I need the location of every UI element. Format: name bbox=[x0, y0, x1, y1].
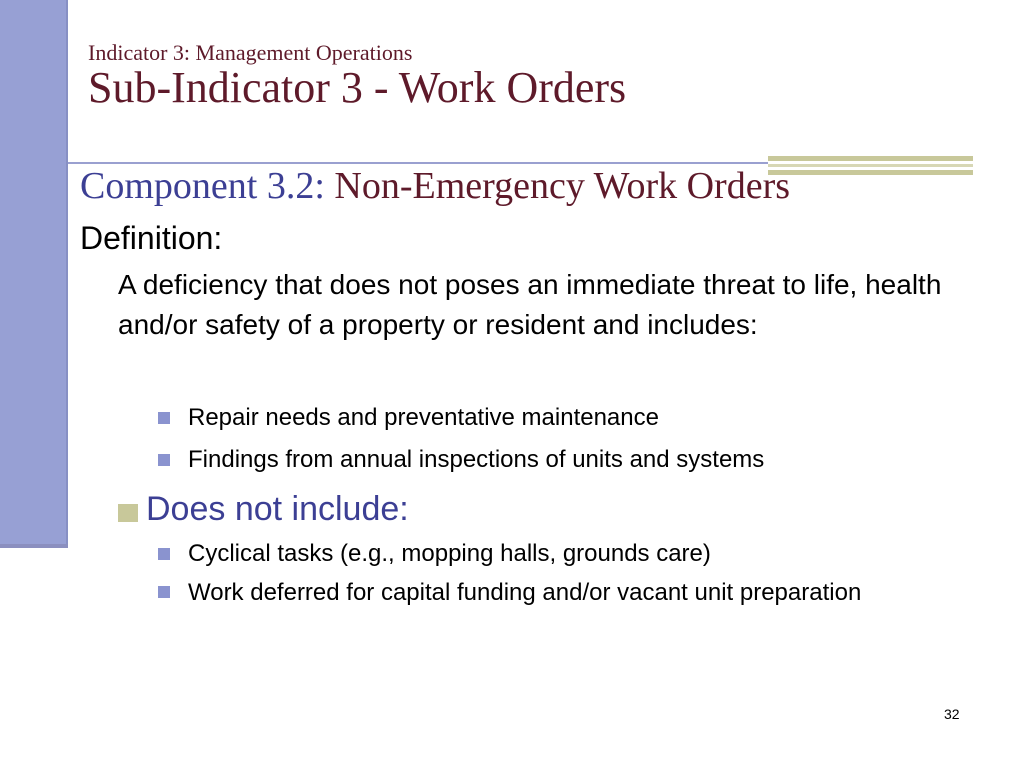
accent-stripes bbox=[768, 156, 973, 178]
page-number: 32 bbox=[944, 706, 960, 722]
definition-label: Definition: bbox=[80, 220, 223, 256]
component-number: Component 3.2: bbox=[80, 165, 335, 207]
list-item bbox=[158, 579, 888, 606]
accent-stripe bbox=[768, 164, 973, 167]
list-item-text: Findings from annual inspections of units and systems bbox=[188, 446, 765, 473]
component-name: Non-Emergency Work Orders bbox=[334, 165, 791, 207]
bullet-square-icon bbox=[158, 454, 170, 466]
slide-title: Sub-Indicator 3 - Work Orders bbox=[88, 63, 627, 112]
list-item bbox=[158, 404, 764, 446]
left-bar-shadow bbox=[0, 544, 68, 548]
accent-stripe bbox=[768, 170, 973, 175]
definition-text: A deficiency that does not poses an immediate threat to life, health and/or safety of a property or resident and includes: bbox=[118, 269, 942, 340]
list-item-text: Work deferred for capital funding and/or vacant unit preparation bbox=[188, 579, 862, 606]
bullet-square-icon bbox=[158, 548, 170, 560]
left-decorative-bar bbox=[0, 0, 68, 548]
bullet-square-icon bbox=[118, 504, 138, 522]
list-item bbox=[158, 540, 888, 582]
list-item-text: Repair needs and preventative maintenance bbox=[188, 404, 659, 431]
includes-list bbox=[158, 404, 764, 488]
list-item bbox=[158, 446, 764, 488]
bullet-square-icon bbox=[158, 412, 170, 424]
indicator-subtitle: Indicator 3: Management Operations bbox=[88, 40, 413, 65]
excludes-list bbox=[158, 540, 888, 604]
component-heading bbox=[80, 164, 790, 210]
accent-stripe bbox=[768, 156, 973, 161]
excludes-label: Does not include: bbox=[146, 490, 409, 528]
excludes-heading bbox=[118, 490, 409, 529]
list-item-text: Cyclical tasks (e.g., mopping halls, grounds care) bbox=[188, 540, 711, 567]
bullet-square-icon bbox=[158, 586, 170, 598]
